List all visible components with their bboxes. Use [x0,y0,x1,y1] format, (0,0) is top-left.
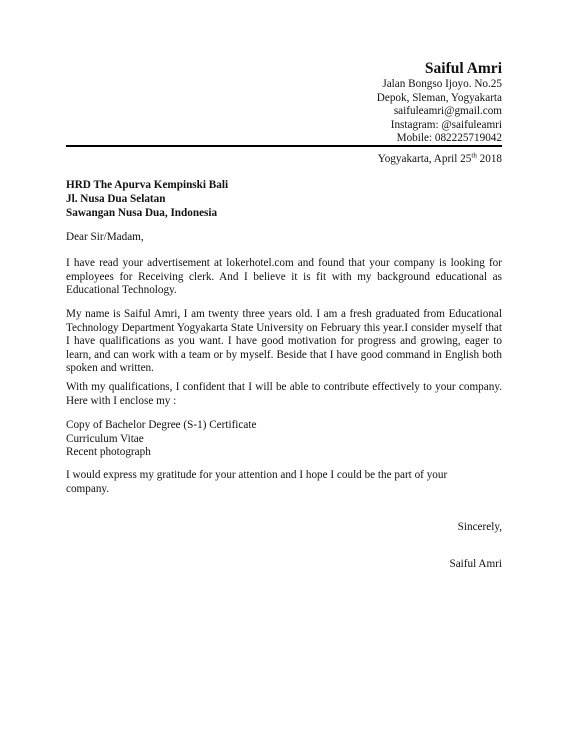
date-ordinal: th [471,151,477,160]
enclosure-item: Copy of Bachelor Degree (S-1) Certificate [66,419,257,431]
enclosure-item: Curriculum Vitae [66,432,144,445]
signature-name: Saiful Amri [449,558,502,570]
paragraph-gratitude [66,469,502,496]
date-year: 2018 [476,153,502,165]
sender-block [377,60,502,146]
salutation: Dear Sir/Madam, [66,231,144,243]
sender-address-line1: Jalan Bongso Ijoyo. No.25 [382,78,502,90]
recipient-block [66,178,228,220]
sender-name: Saiful Amri [424,60,502,77]
recipient-line3: Sawangan Nusa Dua, Indonesia [66,207,218,219]
paragraph-introduction: My name is Saiful Amri, I am twenty three years old. I am a fresh graduated from Educational Technology Department Yogyakarta State University on February this year.I consider myself that I have qualifications as you want. I have good motivation for progress and growing, eager to learn, and can work with a team or by myself. Beside that I have good command in English both spoken and written. [66,308,502,375]
closing: Sincerely, [457,521,502,533]
sender-email: saifuleamri@gmail.com [393,105,502,118]
recipient-line2: Jl. Nusa Dua Selatan [66,193,166,205]
recipient-line1: HRD The Apurva Kempinski Bali [66,179,229,191]
gratitude-line1: I would express my gratitude for your attention and I hope I could be the part of your [66,469,448,481]
sender-mobile: Mobile: 082225719042 [396,132,502,145]
letter-date [378,152,502,166]
sender-address-line2: Depok, Sleman, Yogyakarta [376,91,502,104]
gratitude-line2: company. [66,482,110,495]
paragraph-qualifications: With my qualifications, I confident that I will be able to contribute effectively to your company. Here with I enclose my : [66,381,502,407]
enclosure-item: Recent photograph [66,446,151,459]
date-prefix: Yogyakarta, April 25 [377,153,472,165]
paragraph-advertisement: I have read your advertisement at lokerhotel.com and found that your company is looking for employees for Receiving clerk. And I believe it is fit with my background educational as Educational Technology. [66,257,502,297]
enclosure-list [66,419,502,460]
sender-instagram: Instagram: @saifuleamri [390,118,502,131]
header-divider [66,145,502,147]
